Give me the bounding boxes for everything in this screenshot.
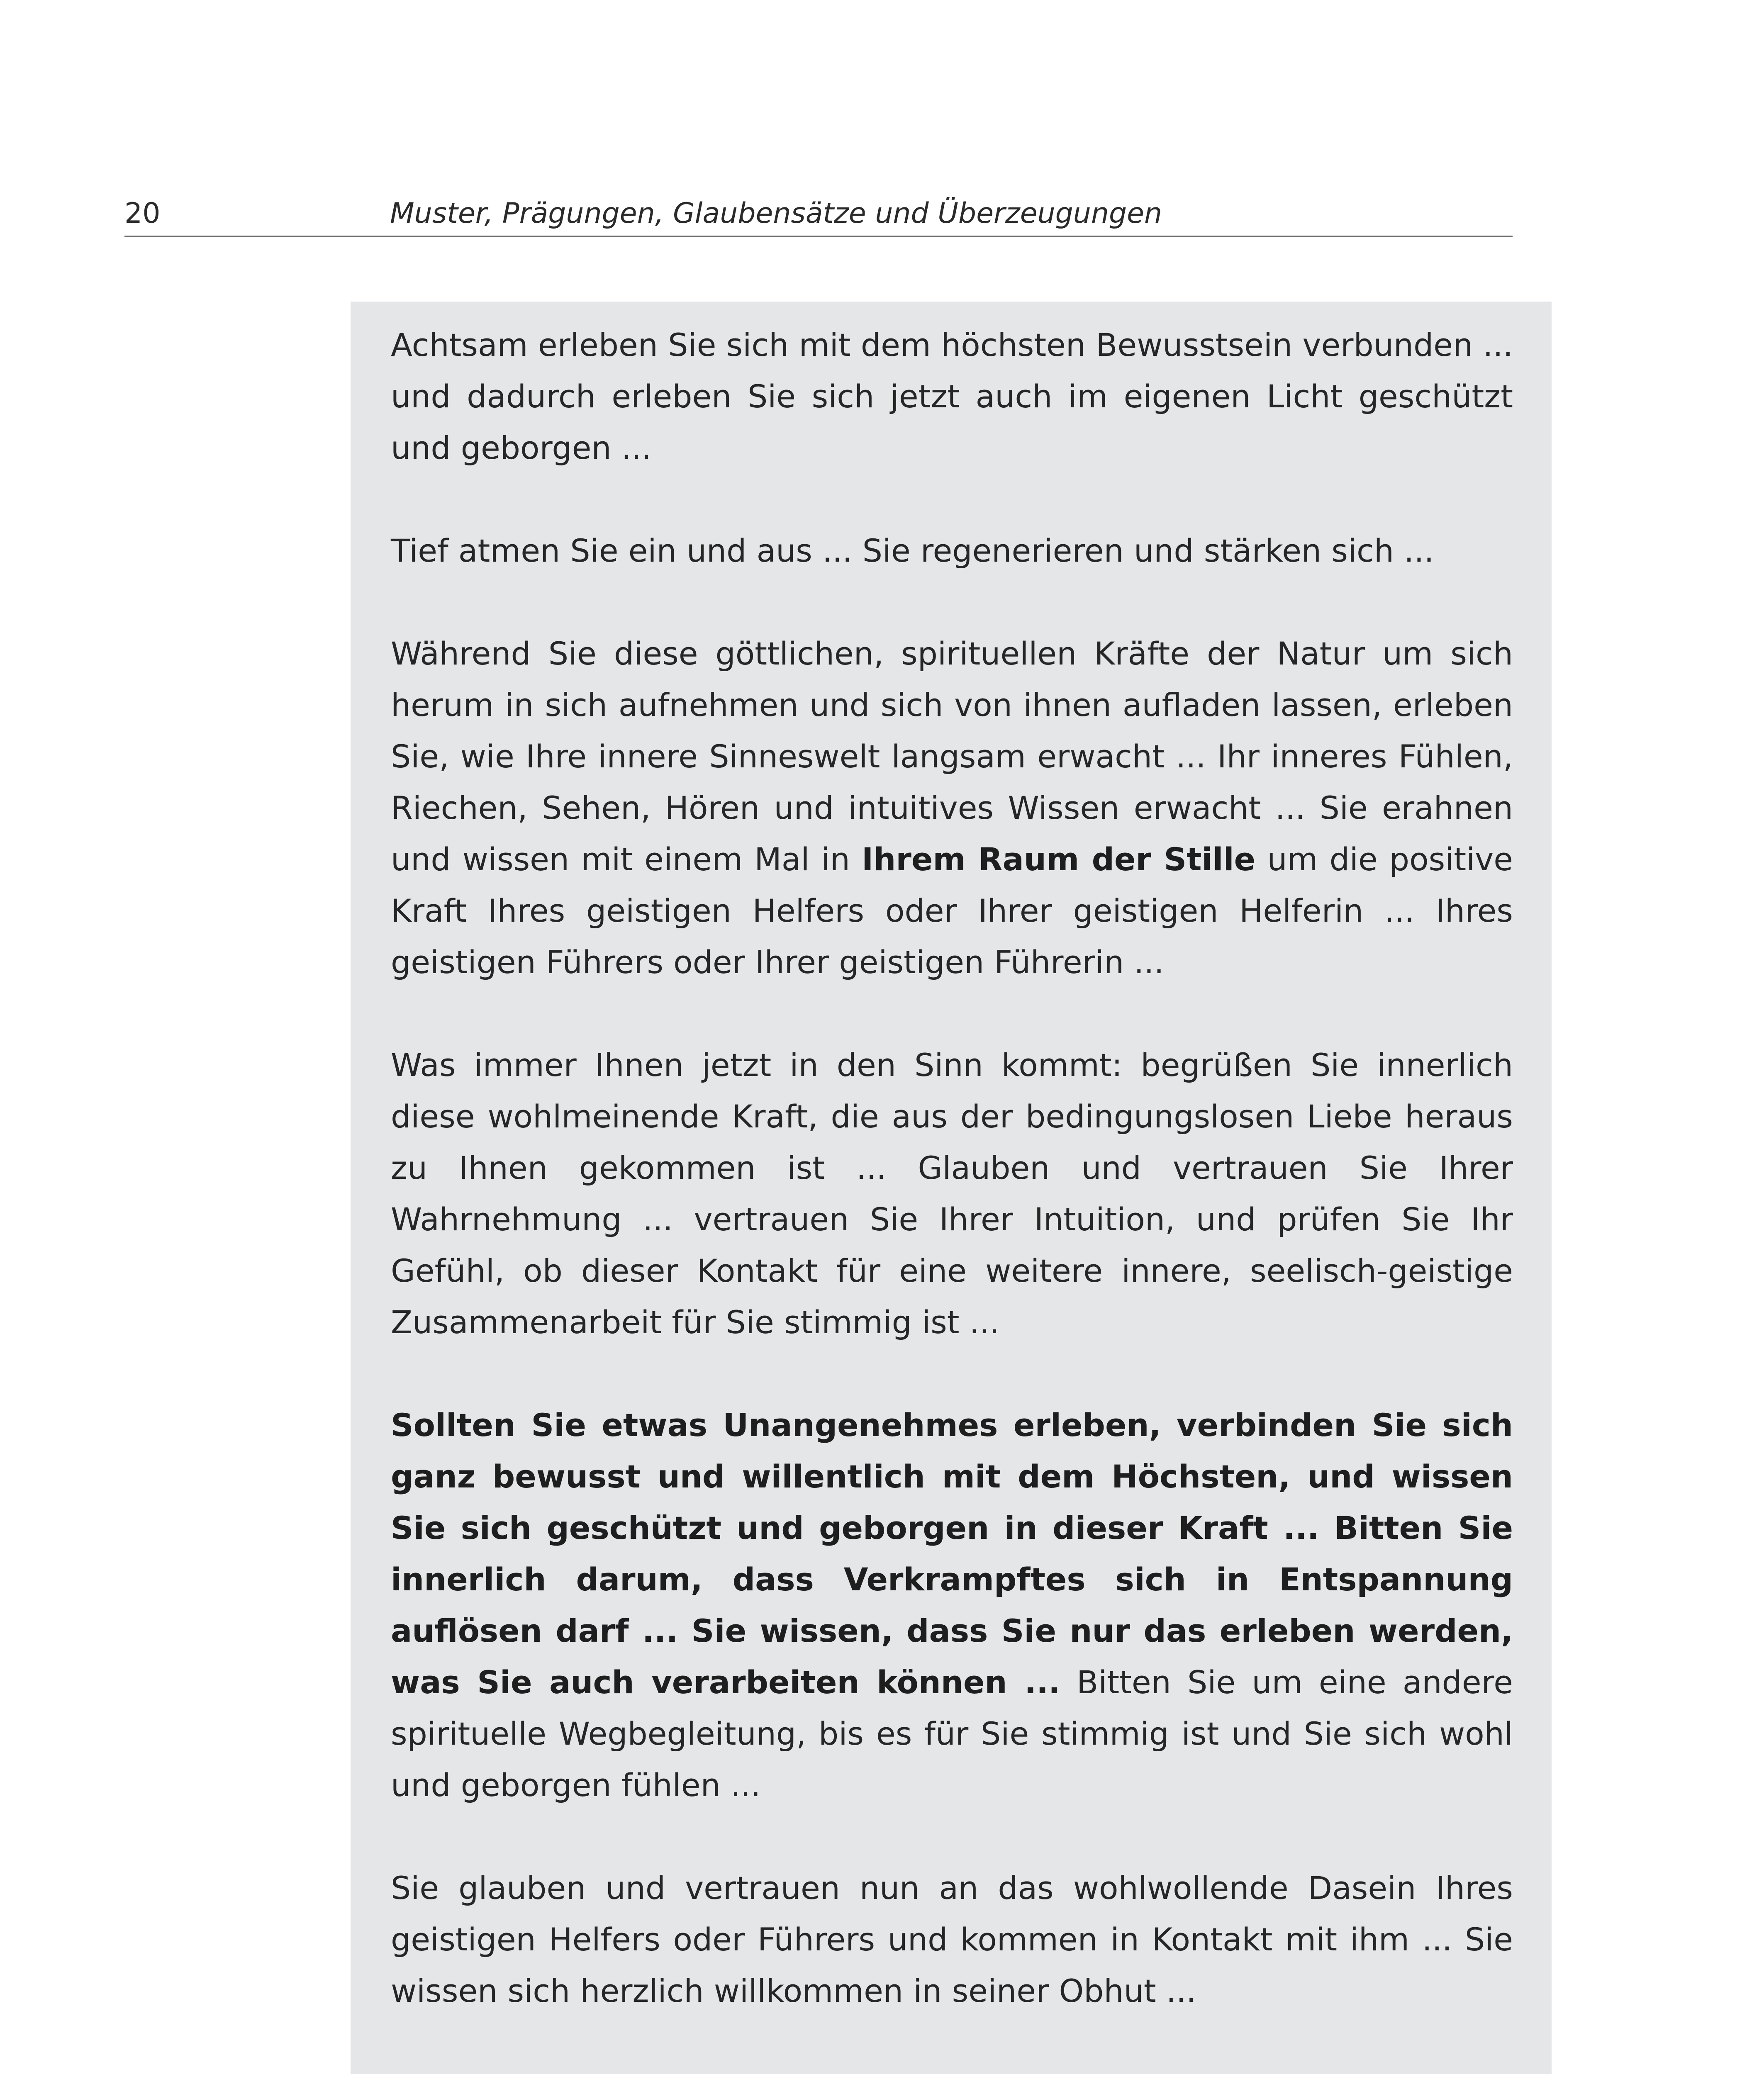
box-text xyxy=(391,319,1513,2017)
page-number: 20 xyxy=(124,197,161,230)
paragraph-6: Sie glauben und vertrauen nun an das wohlwollende Dasein Ihres geistigen Helfers oder Führers und kommen in Kontakt mit ihm ... Sie wissen sich herzlich willkommen in seiner Obhut ... xyxy=(391,1870,1513,2009)
paragraph-3-bold: Ihrem Raum der Stille xyxy=(862,841,1256,878)
paragraph-5-end: Bitten Sie um eine andere spirituelle Wegbegleitung, bis es für Sie stimmig ist und Sie sich wohl und geborgen fühlen ... xyxy=(391,1664,1513,1804)
paragraph-1: Achtsam erleben Sie sich mit dem höchsten Bewusstsein verbunden ... und dadurch erleben Sie sich jetzt auch im eigenen Licht geschützt und geborgen ... xyxy=(391,326,1513,466)
paragraph-2: Tief atmen Sie ein und aus ... Sie regenerieren und stärken sich ... xyxy=(391,532,1434,569)
header-rule xyxy=(124,236,1513,237)
paragraph-3-end: um die positive Kraft Ihres geistigen Helfers oder Ihrer geistigen Helferin ... Ihres geistigen Führers oder Ihrer geistigen Führerin ... xyxy=(391,841,1513,981)
paragraph-3-start: Während Sie diese göttlichen, spirituellen Kräfte der Natur um sich herum in sich aufnehmen und sich von ihnen aufladen lassen, erleben Sie, wie Ihre innere Sinneswelt langsam erwacht ... Ihr inneres Fühlen, Riechen, Sehen, Hören und intuitives Wissen erwacht ... Sie erahnen und wissen mit einem Mal in xyxy=(391,635,1513,878)
meditation-text-box xyxy=(351,302,1552,2074)
paragraph-3 xyxy=(391,628,1513,988)
paragraph-5-bold: Sollten Sie etwas Unangenehmes erleben, verbinden Sie sich ganz bewusst und willentlich mit dem Höchsten, und wissen Sie sich geschützt und geborgen in dieser Kraft ... Bitten Sie innerlich darum, dass Verkrampftes sich in Entspannung auflösen darf ... Sie wissen, dass Sie nur das erleben werden, was Sie auch verarbeiten können ... xyxy=(391,1407,1513,1701)
paragraph-4: Was immer Ihnen jetzt in den Sinn kommt: begrüßen Sie innerlich diese wohlmeinende Kraft, die aus der bedingungslosen Liebe heraus zu Ihnen gekommen ist ... Glauben und vertrauen Sie Ihrer Wahrnehmung ... vertrauen Sie Ihrer Intuition, und prüfen Sie Ihr Gefühl, ob dieser Kontakt für eine weitere innere, seelisch-geistige Zusammenarbeit für Sie stimmig ist ... xyxy=(391,1047,1513,1341)
paragraph-5 xyxy=(391,1400,1513,1811)
running-title: Muster, Prägungen, Glaubensätze und Überzeugungen xyxy=(390,197,1162,230)
